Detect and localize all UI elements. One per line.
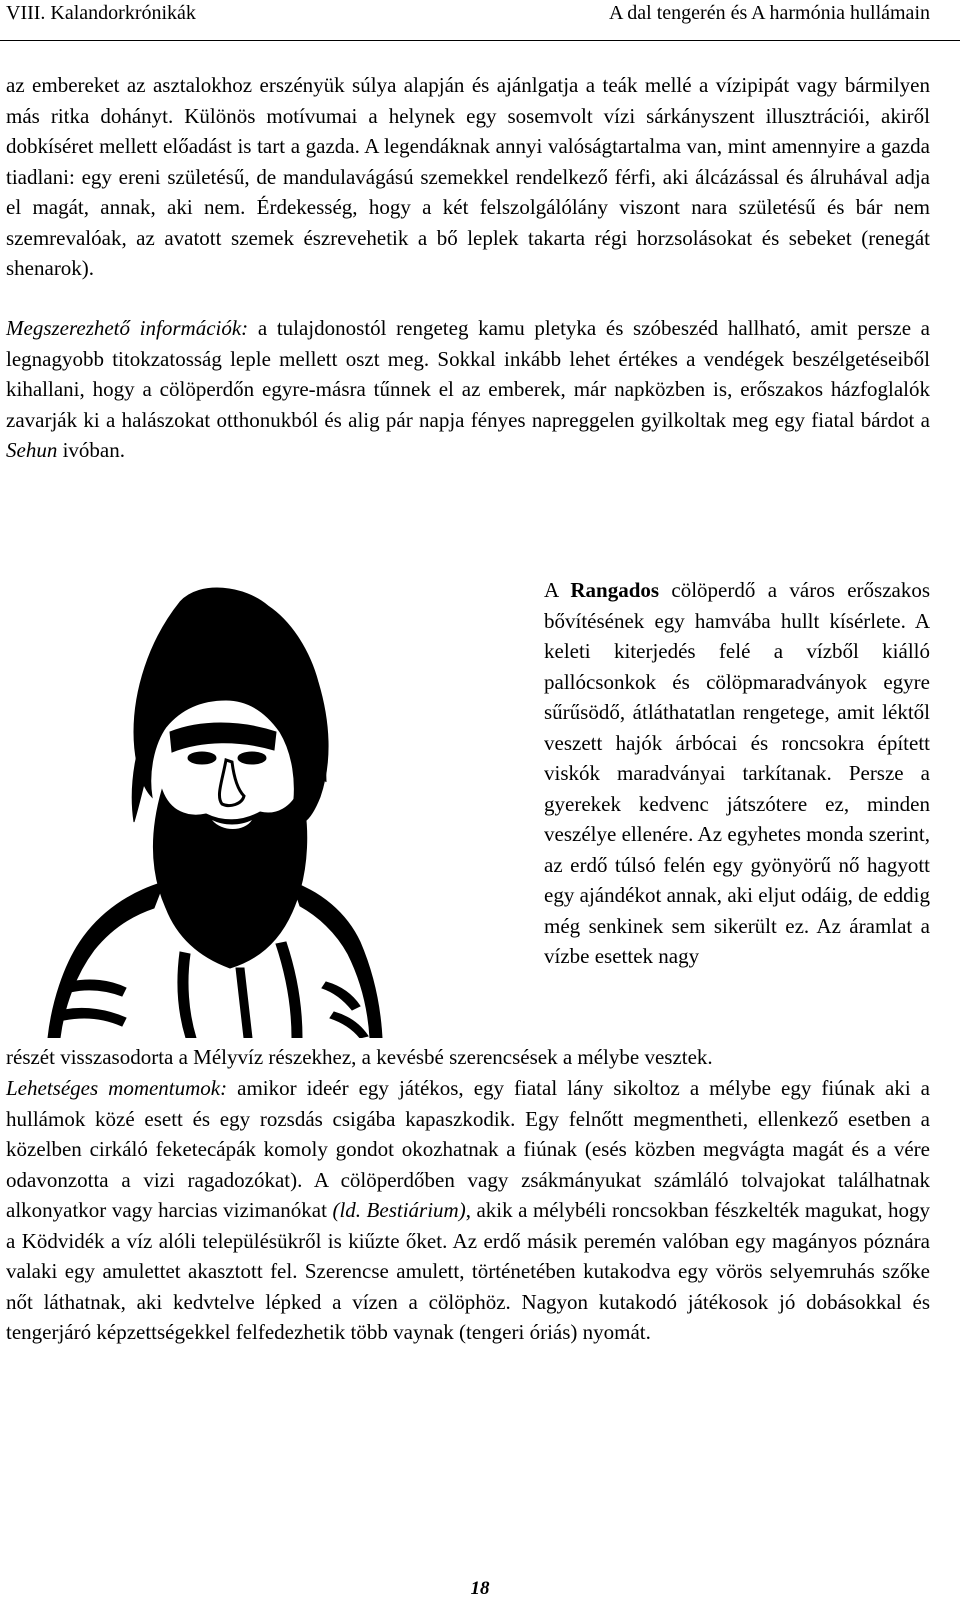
moments-reference: (ld. Bestiárium) [332, 1198, 466, 1222]
rangados-side-text [544, 575, 930, 972]
rangados-continuation: részét visszasodorta a Mélyvíz részekhez, a kevésbé szerencsések a mélybe vesztek. [6, 1045, 713, 1069]
moments-paragraph [6, 1073, 930, 1348]
info-text-end: ivóban. [57, 438, 125, 462]
info-label: Megszerezhető információk: [6, 316, 249, 340]
rangados-lead: A [544, 578, 571, 602]
intro-paragraph: az embereket az asztalokhoz erszényük súlya alapján és ajánlgatja a teák mellé a vízipipát vagy bármilyen más ritka dohányt. Különös motívumai a helynek egy sosemvolt vízi sárkányszent illusztrációi, akiről dobkíséret mellett előadást is tart a gazda. A legendáknak annyi valóságtartalma van, mint amennyire a gazda tiadlani: egy ereni születésű, de mandulavágású szemekkel rendelkező férfi, aki álcázással és álruhával adja el magát, annak, aki nem. Érdekesség, hogy a két felszolgálólány viszont nara születésű és bár nem szemrevalóak, az avatott szemek észrevehetik a bő leplek takarta régi horzsolásokat és sebeket (renegát shenarok). [6, 73, 930, 280]
moments-text: amikor ideér egy játékos, egy fiatal lány sikoltoz a mélybe egy fiúnak aki a hullámok közé esett és egy rozsdás csigába kapaszkodik. Egy felnőtt megmentheti, ellenkező esetben a közelben cirkáló feketecápák komoly gondot okozhatnak a fiúnak (esés közben megvágta magát és a vére odavonzotta a vizi ragadozókat). A cölöperdőben vagy zsákmányukat számláló tolvajokat találhatnak alkonyatkor vagy harcias vizimanókat [6, 1076, 930, 1222]
bearded-man-illustration [30, 582, 386, 1038]
rangados-text: cölöperdő a város erőszakos bővítésének egy hamvába hullt kísérlete. A keleti kiterjedés felé a vízből kiálló pallócsonkok és cölöpmaradványok egyre sűrűsödő, átláthatatlan rengetege, amit léktől veszett hajók árbócai és roncsokra épített viskók maradványai tarkítanak. Persze a gyerekek kedvenc játszótere ez, minden veszélye ellenére. Az egyhetes monda szerint, az erdő túlsó felén egy gyönyörű nő hagyott egy ajándékot annak, aki eljut odáig, de eddig még senkinek sem sikerült ez. Az áramlat a vízbe esettek nagy [544, 578, 931, 968]
chapter-title: VIII. Kalandorkrónikák [6, 2, 196, 24]
rangados-name: Rangados [570, 578, 660, 602]
info-italic-word: Sehun [6, 438, 58, 462]
moments-text-end: , akik a mélybéli roncsokban fészkelték magukat, hogy a Ködvidék a víz alóli településükről is kiűzte őket. Az erdő másik peremén valóban egy magányos póznára valaki egy amulettet akasztott fel. Szerencse amulett, történetében kutakodva egy vörös selyemruhás szőke nőt láthatnak, aki kedvtelve lépked a vízen a cölöphöz. Nagyon kutakodó játékosok jó dobásokkal és tengerjáró képzettségekkel felfedezhetik több vaynak (tengeri óriás) nyomát. [6, 1198, 930, 1344]
page-number: 18 [470, 1578, 490, 1599]
section-title: A dal tengerén és A harmónia hullámain [608, 2, 930, 24]
running-header [0, 0, 960, 41]
moments-label: Lehetséges momentumok: [6, 1076, 228, 1100]
info-paragraph [6, 313, 930, 466]
info-text: a tulajdonostól rengeteg kamu pletyka és szóbeszéd hallható, amit persze a legnagyobb titokzatosság leple mellett oszt meg. Sokkal inkább lehet értékes a vendégek beszélgetéseiből kihallani, hogy a cölöperdőn egyre-másra tűnnek el az emberek, már napközben is, erőszakos házfoglalók zavarják ki a halászokat otthonukból és alig pár napja fényes napreggelen gyilkoltak meg egy fiatal bárdot a [6, 316, 931, 432]
